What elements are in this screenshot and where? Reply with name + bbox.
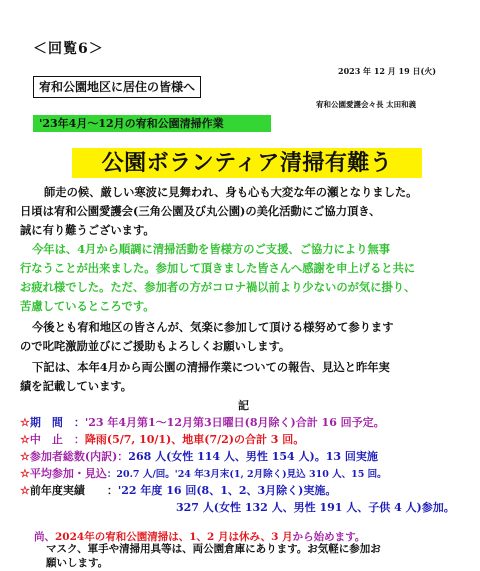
item-average-forecast [20, 467, 387, 482]
paragraph-line: ので叱咤激励並びにご援助もよろしくお願いします。 [20, 339, 291, 353]
item-previous-year [20, 484, 336, 498]
paragraph-line: 師走の候、厳しい寒波に見舞われ、身も心も大変な年の瀬となりました。 [44, 185, 418, 199]
paragraph-line: 行なうことが出来ました。参加して頂きました皆さんへ感謝を申上げると共に [20, 261, 416, 275]
item-label: 中 止 ： [29, 433, 85, 446]
paragraph-line: 今後とも宥和地区の皆さんが、気楽に参加して頂ける様努めて参ります [32, 320, 394, 334]
notice-date: 2023 年 12 月 19 日(火) [338, 66, 437, 76]
main-title: 公園ボランティア清掃有難う [72, 148, 422, 178]
item-text: 降雨(5/7, 10/1)、地車(7/2)の合計 3 回。 [84, 433, 305, 446]
footer-line [46, 544, 381, 555]
star-icon: ☆ [20, 467, 30, 480]
addressee-heading: 宥和公園地区に居住の皆様へ [33, 76, 201, 98]
star-icon: ☆ [20, 450, 30, 463]
item-label: 参加者総数(内訳)： [29, 450, 129, 463]
item-text: ：20.7 人/回。'24 年3月末(1, 2月除く)見込 310 人、15 回。 [106, 469, 387, 480]
item-label: 平均参加・見込 [29, 467, 107, 480]
footer-tail: から始めます。 [292, 531, 366, 543]
paragraph-future [20, 318, 465, 356]
author-line: 宥和公園愛護会々長 太田和義 [316, 100, 417, 109]
paragraph-line: 日頃は宥和公園愛護会(三角公園及び丸公園)の美化活動にご協力頂き、 [20, 204, 381, 218]
footer-schedule: 2024年の宥和公園清掃は、1、2 月は休み、3 月 [55, 531, 293, 543]
item-participants-total [20, 450, 378, 464]
item-cancelled [20, 433, 304, 447]
paragraph-line: 誠に有り難うございます。 [20, 223, 155, 237]
paragraph-line: 績を記載しています。 [20, 379, 133, 393]
period-banner: '23年4月～12月の宥和公園清掃作業 [33, 115, 271, 132]
footer-line [46, 556, 108, 570]
item-period [20, 416, 385, 430]
item-text: 327 人(女性 132 人、男性 191 人、子供 4 人)参加。 [176, 501, 455, 514]
paragraph-thanks [20, 240, 465, 316]
item-label: 前年度実績 ： [29, 484, 118, 497]
item-previous-year-detail [176, 501, 455, 515]
paragraph-greeting [20, 183, 465, 240]
footer-line-text: マスク、軍手や清掃用具等は、両公園倉庫にあります。お気軽に参加お [46, 543, 381, 555]
ki-heading: 記 [238, 399, 249, 412]
paragraph-line: 今年は、4月から順調に清掃活動を皆様方のご支援、ご協力により無事 [32, 242, 391, 256]
star-icon: ☆ [20, 433, 30, 446]
item-label: 期 間 ： [29, 416, 85, 429]
paragraph-line: お疲れ様でした。ただ、参加者の方がコロナ禍以前より少ないのが気に掛り、 [20, 280, 416, 294]
star-icon: ☆ [20, 416, 30, 429]
star-icon: ☆ [20, 484, 30, 497]
footer-note [34, 530, 365, 544]
item-text: 268 人(女性 114 人、男性 154 人)。13 回実施 [128, 450, 378, 463]
circular-label: ＜回覧6＞ [33, 41, 104, 57]
paragraph-report-intro [20, 358, 465, 396]
footer-line-text: 願いします。 [46, 557, 109, 569]
paragraph-line: 下記は、本年4月から両公園の清掃作業についての報告、見込と昨年実 [32, 360, 390, 374]
paragraph-line: 苦慮しているところです。 [20, 299, 155, 313]
item-text: '22 年度 16 回(8、1、2、3月除く)実施。 [117, 484, 337, 497]
item-text: '23 年4月第1～12月第3日曜日(8月除く)合計 16 回予定。 [84, 416, 385, 429]
footer-prefix: 尚、 [34, 531, 55, 543]
